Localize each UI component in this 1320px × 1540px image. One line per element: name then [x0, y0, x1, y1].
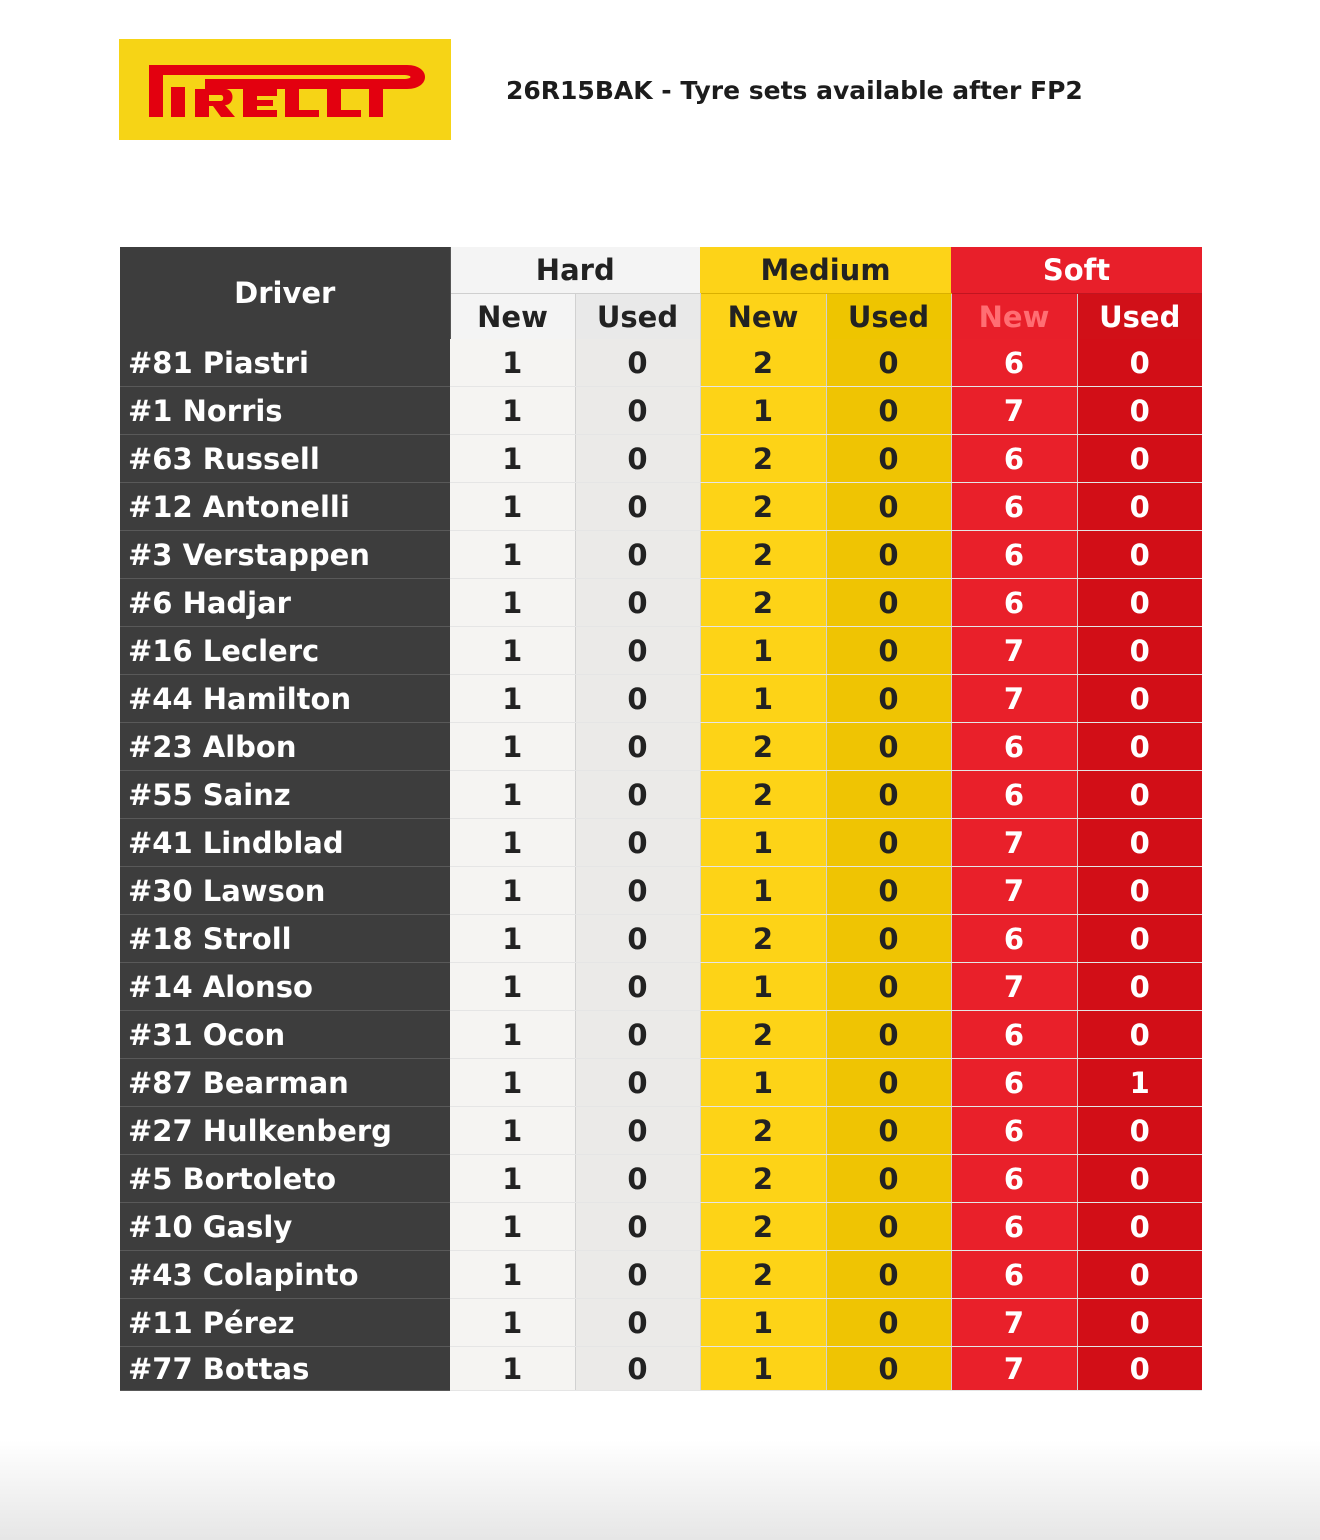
medium-new-cell: 1: [700, 387, 826, 435]
driver-cell: #14 Alonso: [120, 963, 450, 1011]
hard-new-cell: 1: [450, 867, 575, 915]
medium-used-cell: 0: [826, 531, 951, 579]
soft-used-cell: 0: [1077, 723, 1202, 771]
driver-cell: #10 Gasly: [120, 1203, 450, 1251]
medium-new-cell: 2: [700, 483, 826, 531]
medium-group-header: Medium: [700, 247, 951, 294]
table-row: [120, 1155, 1202, 1203]
driver-cell: #5 Bortoleto: [120, 1155, 450, 1203]
hard-used-cell: 0: [575, 531, 700, 579]
medium-new-cell: 1: [700, 1347, 826, 1391]
hard-used-cell: 0: [575, 819, 700, 867]
hard-new-cell: 1: [450, 339, 575, 387]
driver-cell: #23 Albon: [120, 723, 450, 771]
soft-new-cell: 7: [951, 963, 1077, 1011]
driver-column-header: Driver: [120, 247, 450, 339]
hard-new-header: New: [450, 294, 575, 340]
table-row: [120, 1299, 1202, 1347]
soft-new-cell: 7: [951, 387, 1077, 435]
medium-used-cell: 0: [826, 627, 951, 675]
hard-used-cell: 0: [575, 1155, 700, 1203]
medium-new-cell: 2: [700, 915, 826, 963]
soft-used-cell: 0: [1077, 867, 1202, 915]
hard-new-cell: 1: [450, 627, 575, 675]
soft-used-cell: 0: [1077, 579, 1202, 627]
medium-new-cell: 2: [700, 1107, 826, 1155]
hard-new-cell: 1: [450, 579, 575, 627]
hard-new-cell: 1: [450, 771, 575, 819]
hard-used-cell: 0: [575, 675, 700, 723]
medium-used-cell: 0: [826, 1059, 951, 1107]
medium-used-cell: 0: [826, 1107, 951, 1155]
hard-new-cell: 1: [450, 1251, 575, 1299]
hard-new-cell: 1: [450, 819, 575, 867]
soft-new-cell: 6: [951, 723, 1077, 771]
driver-cell: #30 Lawson: [120, 867, 450, 915]
soft-new-cell: 7: [951, 675, 1077, 723]
medium-used-cell: 0: [826, 675, 951, 723]
table-row: [120, 963, 1202, 1011]
medium-used-cell: 0: [826, 1155, 951, 1203]
soft-used-cell: 1: [1077, 1059, 1202, 1107]
hard-new-cell: 1: [450, 531, 575, 579]
hard-used-header: Used: [575, 294, 700, 340]
soft-used-cell: 0: [1077, 339, 1202, 387]
medium-used-cell: 0: [826, 1299, 951, 1347]
soft-used-cell: 0: [1077, 1347, 1202, 1391]
medium-new-cell: 1: [700, 819, 826, 867]
hard-new-cell: 1: [450, 1011, 575, 1059]
soft-new-cell: 6: [951, 1203, 1077, 1251]
hard-used-cell: 0: [575, 915, 700, 963]
driver-cell: #18 Stroll: [120, 915, 450, 963]
page-title: 26R15BAK - Tyre sets available after FP2: [506, 76, 1083, 105]
soft-new-cell: 7: [951, 1299, 1077, 1347]
medium-new-cell: 2: [700, 771, 826, 819]
tyre-sets-table: [120, 247, 1202, 1391]
hard-new-cell: 1: [450, 1203, 575, 1251]
soft-used-cell: 0: [1077, 483, 1202, 531]
medium-new-cell: 1: [700, 1299, 826, 1347]
medium-used-cell: 0: [826, 1203, 951, 1251]
soft-new-cell: 6: [951, 1107, 1077, 1155]
hard-used-cell: 0: [575, 1107, 700, 1155]
hard-used-cell: 0: [575, 771, 700, 819]
table-row: [120, 1107, 1202, 1155]
soft-used-cell: 0: [1077, 1011, 1202, 1059]
soft-new-cell: 6: [951, 531, 1077, 579]
hard-used-cell: 0: [575, 1251, 700, 1299]
driver-cell: #16 Leclerc: [120, 627, 450, 675]
driver-cell: #81 Piastri: [120, 339, 450, 387]
table-row: [120, 627, 1202, 675]
hard-used-cell: 0: [575, 1347, 700, 1391]
soft-new-cell: 6: [951, 435, 1077, 483]
medium-new-cell: 2: [700, 723, 826, 771]
soft-used-cell: 0: [1077, 1251, 1202, 1299]
driver-cell: #77 Bottas: [120, 1347, 450, 1391]
pirelli-logo: [119, 39, 451, 140]
soft-new-cell: 7: [951, 819, 1077, 867]
hard-new-cell: 1: [450, 723, 575, 771]
medium-new-cell: 1: [700, 627, 826, 675]
table-row: [120, 531, 1202, 579]
driver-cell: #12 Antonelli: [120, 483, 450, 531]
hard-used-cell: 0: [575, 435, 700, 483]
medium-used-cell: 0: [826, 579, 951, 627]
table-row: [120, 339, 1202, 387]
table-row: [120, 1011, 1202, 1059]
hard-new-cell: 1: [450, 1059, 575, 1107]
medium-used-cell: 0: [826, 1011, 951, 1059]
hard-used-cell: 0: [575, 1059, 700, 1107]
driver-cell: #43 Colapinto: [120, 1251, 450, 1299]
table-row: [120, 675, 1202, 723]
medium-new-cell: 2: [700, 435, 826, 483]
medium-used-cell: 0: [826, 915, 951, 963]
hard-used-cell: 0: [575, 339, 700, 387]
soft-new-cell: 6: [951, 339, 1077, 387]
medium-used-cell: 0: [826, 963, 951, 1011]
medium-new-cell: 1: [700, 1059, 826, 1107]
table-row: [120, 1251, 1202, 1299]
driver-cell: #87 Bearman: [120, 1059, 450, 1107]
table-row: [120, 867, 1202, 915]
soft-new-cell: 6: [951, 771, 1077, 819]
table-row: [120, 1347, 1202, 1391]
soft-used-cell: 0: [1077, 675, 1202, 723]
medium-used-cell: 0: [826, 723, 951, 771]
soft-new-cell: 7: [951, 1347, 1077, 1391]
hard-used-cell: 0: [575, 483, 700, 531]
medium-new-cell: 2: [700, 1011, 826, 1059]
hard-used-cell: 0: [575, 1203, 700, 1251]
soft-new-cell: 6: [951, 1155, 1077, 1203]
hard-used-cell: 0: [575, 1011, 700, 1059]
soft-used-cell: 0: [1077, 1299, 1202, 1347]
medium-used-cell: 0: [826, 867, 951, 915]
driver-cell: #44 Hamilton: [120, 675, 450, 723]
hard-new-cell: 1: [450, 1155, 575, 1203]
soft-new-header: New: [951, 294, 1077, 340]
medium-new-cell: 1: [700, 963, 826, 1011]
medium-used-cell: 0: [826, 1347, 951, 1391]
table-row: [120, 579, 1202, 627]
medium-new-cell: 2: [700, 1251, 826, 1299]
driver-cell: #1 Norris: [120, 387, 450, 435]
medium-used-cell: 0: [826, 435, 951, 483]
medium-used-header: Used: [826, 294, 951, 340]
driver-cell: #3 Verstappen: [120, 531, 450, 579]
table-row: [120, 1059, 1202, 1107]
soft-used-cell: 0: [1077, 1155, 1202, 1203]
table-row: [120, 819, 1202, 867]
hard-new-cell: 1: [450, 1299, 575, 1347]
hard-used-cell: 0: [575, 579, 700, 627]
medium-new-cell: 1: [700, 675, 826, 723]
hard-used-cell: 0: [575, 627, 700, 675]
soft-new-cell: 6: [951, 1011, 1077, 1059]
hard-new-cell: 1: [450, 915, 575, 963]
medium-used-cell: 0: [826, 387, 951, 435]
hard-new-cell: 1: [450, 387, 575, 435]
soft-new-cell: 6: [951, 1251, 1077, 1299]
soft-new-cell: 6: [951, 915, 1077, 963]
driver-cell: #11 Pérez: [120, 1299, 450, 1347]
soft-new-cell: 7: [951, 627, 1077, 675]
soft-used-cell: 0: [1077, 627, 1202, 675]
hard-used-cell: 0: [575, 963, 700, 1011]
hard-used-cell: 0: [575, 723, 700, 771]
pirelli-logo-mark: [119, 39, 451, 140]
table-row: [120, 1203, 1202, 1251]
soft-used-cell: 0: [1077, 1107, 1202, 1155]
table-row: [120, 915, 1202, 963]
table-row: [120, 435, 1202, 483]
soft-new-cell: 6: [951, 579, 1077, 627]
tyre-sets-body: [120, 339, 1202, 1391]
hard-new-cell: 1: [450, 483, 575, 531]
group-header-row: [120, 247, 1202, 294]
soft-used-cell: 0: [1077, 963, 1202, 1011]
hard-group-header: Hard: [450, 247, 700, 294]
soft-used-cell: 0: [1077, 531, 1202, 579]
soft-used-cell: 0: [1077, 387, 1202, 435]
hard-used-cell: 0: [575, 867, 700, 915]
medium-new-cell: 2: [700, 1203, 826, 1251]
medium-new-cell: 1: [700, 867, 826, 915]
soft-used-header: Used: [1077, 294, 1202, 340]
driver-cell: #55 Sainz: [120, 771, 450, 819]
driver-cell: #63 Russell: [120, 435, 450, 483]
driver-cell: #6 Hadjar: [120, 579, 450, 627]
driver-cell: #31 Ocon: [120, 1011, 450, 1059]
table-row: [120, 387, 1202, 435]
medium-new-header: New: [700, 294, 826, 340]
soft-new-cell: 7: [951, 867, 1077, 915]
medium-new-cell: 2: [700, 579, 826, 627]
soft-used-cell: 0: [1077, 819, 1202, 867]
hard-new-cell: 1: [450, 963, 575, 1011]
medium-used-cell: 0: [826, 339, 951, 387]
hard-new-cell: 1: [450, 1347, 575, 1391]
table-row: [120, 723, 1202, 771]
medium-used-cell: 0: [826, 819, 951, 867]
soft-new-cell: 6: [951, 1059, 1077, 1107]
driver-cell: #27 Hulkenberg: [120, 1107, 450, 1155]
soft-new-cell: 6: [951, 483, 1077, 531]
soft-used-cell: 0: [1077, 915, 1202, 963]
table-row: [120, 483, 1202, 531]
soft-used-cell: 0: [1077, 771, 1202, 819]
soft-used-cell: 0: [1077, 1203, 1202, 1251]
medium-new-cell: 2: [700, 531, 826, 579]
soft-group-header: Soft: [951, 247, 1202, 294]
medium-new-cell: 2: [700, 339, 826, 387]
medium-new-cell: 2: [700, 1155, 826, 1203]
medium-used-cell: 0: [826, 483, 951, 531]
hard-new-cell: 1: [450, 675, 575, 723]
hard-new-cell: 1: [450, 435, 575, 483]
hard-used-cell: 0: [575, 1299, 700, 1347]
driver-cell: #41 Lindblad: [120, 819, 450, 867]
table-row: [120, 771, 1202, 819]
medium-used-cell: 0: [826, 771, 951, 819]
hard-used-cell: 0: [575, 387, 700, 435]
hard-new-cell: 1: [450, 1107, 575, 1155]
soft-used-cell: 0: [1077, 435, 1202, 483]
medium-used-cell: 0: [826, 1251, 951, 1299]
